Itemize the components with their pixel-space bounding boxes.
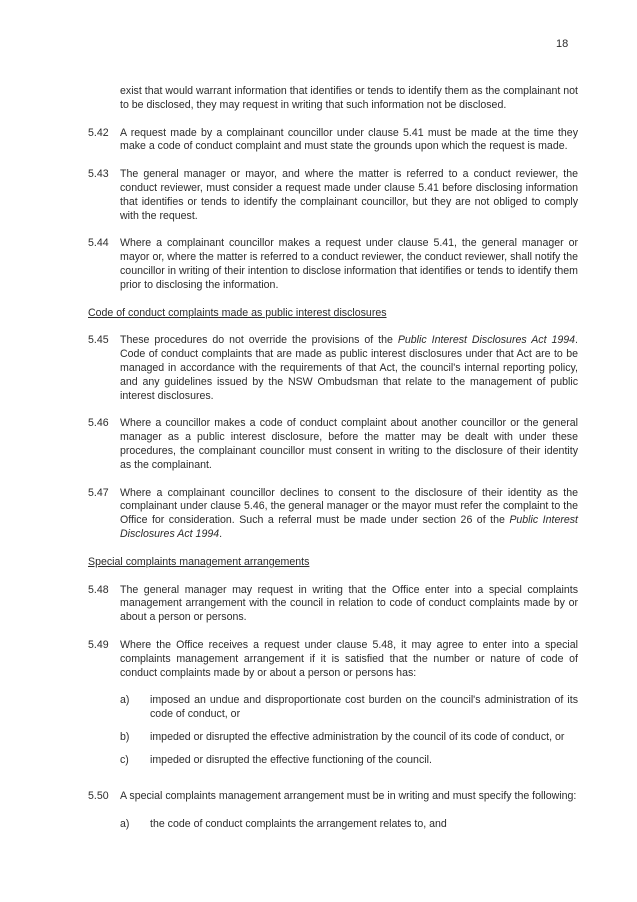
clause-text: The general manager or mayor, and where the matter is referred to a conduct reviewer, the conduct reviewer, must consider a request made under clause 5.41 before disclosing information that identifies or tends to identify the complainant councillor, but they are not obliged to comply with the request. (120, 168, 578, 222)
clause-text (120, 334, 578, 403)
clause-text-part: These procedures do not override the provisions of the (120, 334, 398, 347)
clause-5-50 (88, 790, 578, 841)
clause-number: 5.47 (88, 486, 109, 499)
clause-number: 5.42 (88, 126, 109, 139)
section-heading-special-arrangements: Special complaints management arrangements (88, 555, 310, 568)
clause-text: The general manager may request in writing that the Office enter into a special complaints management arrangement with the council in relation to code of conduct complaints made by or about a person or persons. (120, 583, 578, 624)
sub-list (120, 818, 578, 832)
section-heading-public-interest: Code of conduct complaints made as public interest disclosures (88, 306, 387, 319)
sub-item-label: c) (120, 753, 129, 766)
clause-5-47 (88, 487, 578, 542)
sub-item-label: b) (120, 730, 130, 743)
clause-number: 5.50 (88, 790, 109, 803)
sub-item-text: impeded or disrupted the effective functioning of the council. (150, 753, 432, 766)
clause-number: 5.48 (88, 583, 109, 596)
sub-list (120, 694, 578, 767)
sub-item-text: imposed an undue and disproportionate cost burden on the council's administration of its code of conduct, or (150, 694, 578, 721)
clause-text (120, 487, 578, 542)
sub-item (120, 754, 578, 768)
sub-item (120, 694, 578, 722)
clause-number: 5.46 (88, 417, 109, 430)
clause-5-42 (88, 127, 578, 155)
continuation-paragraph: exist that would warrant information that identifies or tends to identify them as the complainant not to be disclosed, they may request in writing that such information not be disclosed. (120, 85, 578, 111)
sub-item-label: a) (120, 818, 130, 831)
clause-number: 5.43 (88, 168, 109, 181)
document-body (88, 85, 578, 855)
sub-item-label: a) (120, 694, 130, 707)
sub-item (120, 818, 578, 832)
clause-text: Where a complainant councillor makes a request under clause 5.41, the general manager or mayor or, where the matter is referred to a conduct reviewer, the conduct reviewer, shall notify the councillor in writing of their intention to disclose information that identifies or tends to identify them prior to disclosing the information. (120, 237, 578, 291)
page-number: 18 (556, 38, 569, 50)
sub-item-text: the code of conduct complaints the arrangement relates to, and (150, 818, 447, 831)
clause-5-49 (88, 639, 578, 777)
clause-5-48 (88, 584, 578, 625)
clause-5-44 (88, 237, 578, 292)
sub-item-text: impeded or disrupted the effective administration by the council of its code of conduct, or (150, 730, 565, 743)
clause-text: A request made by a complainant councillor under clause 5.41 must be made at the time they make a code of conduct complaint and must state the grounds upon which the request is made. (120, 126, 578, 153)
clause-text: Where a councillor makes a code of conduct complaint about another councillor or the general manager as a public interest disclosure, before the matter may be dealt with under these procedures, the complainant councillor must consent in writing to the disclosure of their identity as the complainant. (120, 417, 578, 471)
clause-number: 5.44 (88, 237, 109, 250)
clause-text-part: . Code of conduct complaints that are made as public interest disclosures under that Act are to be managed in accordance with the requirements of that Act, the council's internal reporting policy, and any guidelines issued by the NSW Ombudsman that relate to the management of public interest disclosures. (120, 334, 578, 402)
sub-item (120, 731, 578, 745)
clause-text-part: Where a complainant councillor declines to consent to the disclosure of their identity as the complainant under clause 5.46, the general manager or the mayor must refer the complaint to the Office for consideration. Such a referral must be made under section 26 of the (120, 486, 578, 527)
act-title: Public Interest Disclosures Act 1994 (397, 334, 576, 347)
clause-5-43 (88, 168, 578, 223)
clause-text-part: . (219, 527, 223, 540)
act-title: Public Interest Disclosures Act 1994 (120, 514, 578, 540)
clause-5-45 (88, 334, 578, 403)
clause-5-46 (88, 417, 578, 472)
clause-text: A special complaints management arrangement must be in writing and must specify the following: (120, 790, 577, 803)
clause-text: Where the Office receives a request under clause 5.48, it may agree to enter into a special complaints management arrangement if it is satisfied that the number or nature of code of conduct complaints made by or about a person or persons has: (120, 638, 578, 679)
clause-number: 5.49 (88, 638, 109, 651)
clause-number: 5.45 (88, 334, 109, 347)
